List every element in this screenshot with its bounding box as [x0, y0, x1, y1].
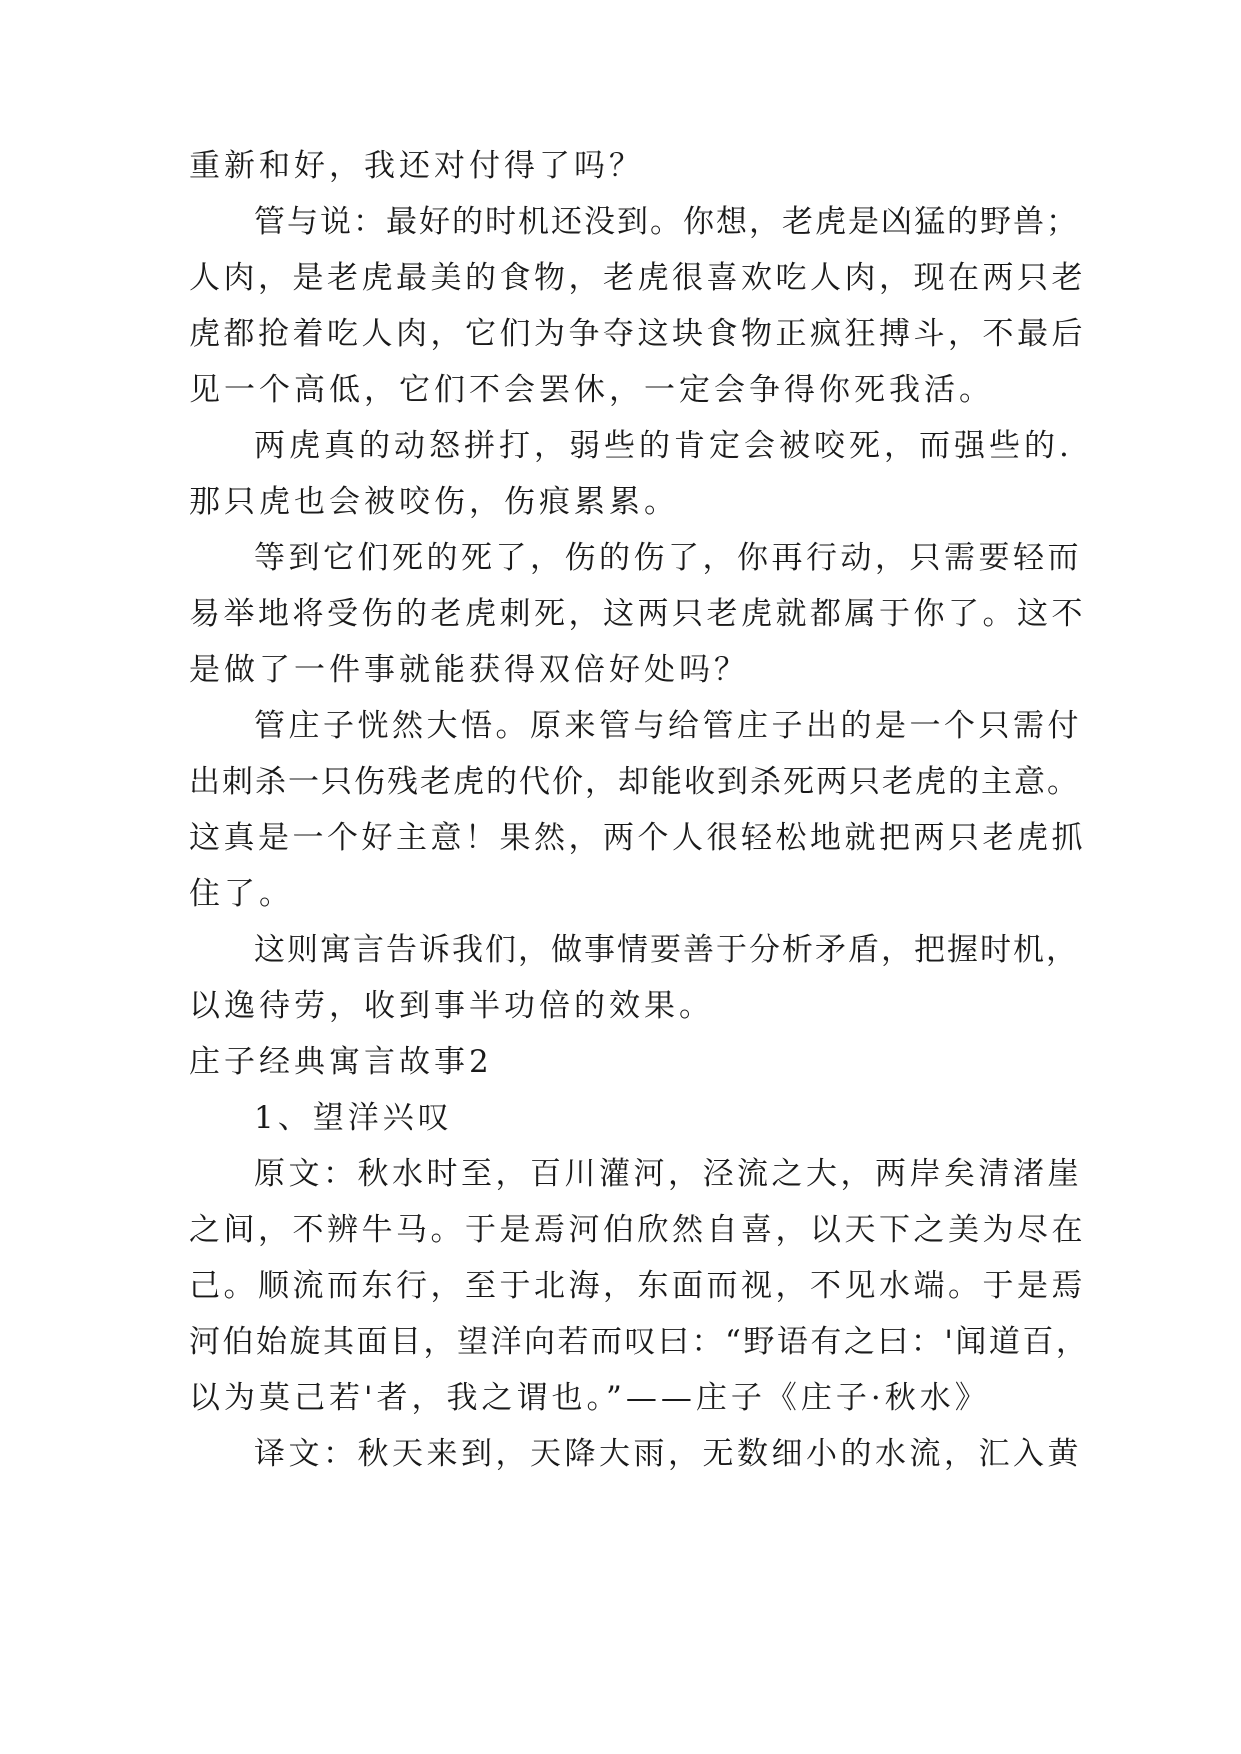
subsection-heading: 1、望洋兴叹	[254, 1100, 453, 1136]
text-line: 见一个高低，它们不会罢休，一定会争得你死我活。	[189, 372, 994, 408]
text-line: 等到它们死的死了，伤的伤了，你再行动，只需要轻而	[254, 540, 1082, 576]
section-heading: 庄子经典寓言故事2	[189, 1044, 493, 1080]
text-line: 原文：秋水时至，百川灌河，泾流之大，两岸矣清渚崖	[254, 1156, 1082, 1192]
text-line: 是做了一件事就能获得双倍好处吗？	[189, 652, 749, 688]
text-line: 这真是一个好主意！果然，两个人很轻松地就把两只老虎抓	[189, 820, 1086, 856]
text-line: 出刺杀一只伤残老虎的代价，却能收到杀死两只老虎的主意。	[189, 764, 1080, 800]
text-line: 译文：秋天来到，天降大雨，无数细小的水流，汇入黄	[254, 1436, 1082, 1472]
text-line: 以逸待劳，收到事半功倍的效果。	[189, 988, 714, 1024]
text-line: 两虎真的动怒拼打，弱些的肯定会被咬死，而强些的.	[254, 428, 1073, 464]
text-line: 河伯始旋其面目，望洋向若而叹曰：“野语有之曰：'闻道百，	[189, 1324, 1090, 1360]
text-line: 重新和好，我还对付得了吗？	[189, 148, 644, 184]
text-line: 之间，不辨牛马。于是焉河伯欣然自喜，以天下之美为尽在	[189, 1212, 1086, 1248]
text-line: 这则寓言告诉我们，做事情要善于分析矛盾，把握时机，	[254, 932, 1079, 968]
text-line: 易举地将受伤的老虎刺死，这两只老虎就都属于你了。这不	[189, 596, 1086, 632]
text-line: 管庄子恍然大悟。原来管与给管庄子出的是一个只需付	[254, 708, 1082, 744]
text-line: 那只虎也会被咬伤，伤痕累累。	[189, 484, 679, 520]
text-line: 己。顺流而东行，至于北海，东面而视，不见水端。于是焉	[189, 1268, 1086, 1304]
text-line: 人肉，是老虎最美的食物，老虎很喜欢吃人肉，现在两只老	[189, 260, 1086, 296]
text-line: 住了。	[189, 876, 294, 912]
text-line: 以为莫己若'者，我之谓也。”——庄子《庄子·秋水》	[189, 1380, 990, 1416]
text-line: 管与说：最好的时机还没到。你想，老虎是凶猛的野兽；	[254, 204, 1079, 240]
text-line: 虎都抢着吃人肉，它们为争夺这块食物正疯狂搏斗，不最后	[189, 316, 1086, 352]
